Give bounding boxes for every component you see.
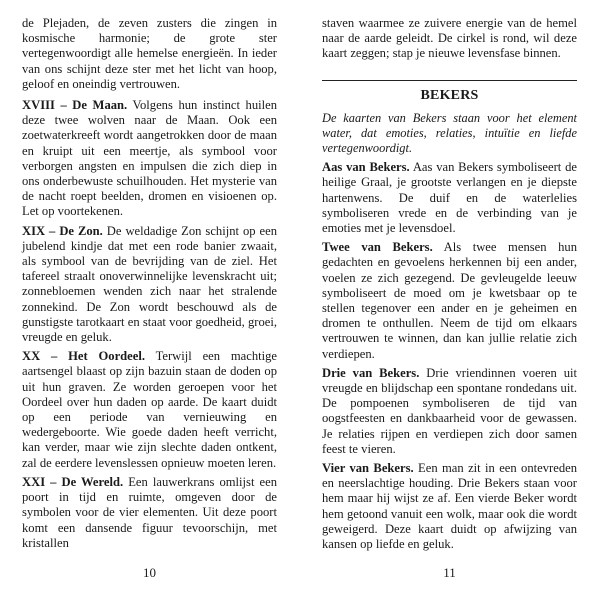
entry-vier-van-bekers <box>322 461 577 552</box>
section-heading: BEKERS <box>420 87 479 103</box>
entry-title: XVIII – De Maan. <box>22 98 128 113</box>
entry-de-maan <box>22 98 277 220</box>
entry-text: Drie vriendinnen voeren uit vreugde en blijdschap een spontane rondedans uit. De pompoenen symboliseren de tijd van oogstfeesten en dankbaarheid voor de gewassen. Je relaties rijpen en verdiepen zich door samen feest te vieren. <box>322 365 577 456</box>
entry-title: Vier van Bekers. <box>322 461 414 476</box>
entry-title: XXI – De Wereld. <box>22 474 124 489</box>
page-number-left: 10 <box>143 565 156 580</box>
right-continuation-text: staven waarmee ze zuivere energie van de hemel naar de aarde geleidt. De cirkel is rond, wil deze kaart zeggen; stap je nieuwe levensfase binnen. <box>322 16 577 61</box>
entry-title: Aas van Bekers. <box>322 160 410 175</box>
entry-title: Drie van Bekers. <box>322 365 420 380</box>
entry-het-oordeel <box>22 349 277 471</box>
section-intro: De kaarten van Bekers staan voor het element water, dat emoties, relaties, intuïtie en liefde vertegenwoordigt. <box>322 110 577 156</box>
left-page <box>22 16 277 555</box>
right-page <box>322 16 577 556</box>
entry-aas-van-bekers <box>322 160 577 236</box>
entry-title: XX – Het Oordeel. <box>22 349 145 364</box>
entry-text: Een lauwerkrans omlijst een poort in tijd en ruimte, omgeven door de symbolen voor de vier elementen. Uit deze poort komt een dansende figuur tevoorschijn, met kristallen <box>22 474 277 550</box>
entry-text: Terwijl een machtige aartsengel blaast op zijn bazuin staan de doden op uit hun graven. Ze worden geroepen voor het Oordeel over hun daden op aarde. De kaart duidt op een periode van vernieuwing en wedergeboorte. Wie goede daden heeft verricht, kan verder, maar wie zijn slechte daden ontkent, zal de eerdere levenslessen opnieuw moeten leren. <box>22 349 278 470</box>
section-divider <box>322 80 577 81</box>
entry-text: Een man zit in een ontevreden en neerslachtige houding. Drie Bekers staan voor hem maar hij wijst ze af. Een vierde Beker wordt hem getoond vanuit een wolk, maar ook die wordt geweigerd. Deze kaart duidt op afwijzing van kansen op liefde en geluk. <box>322 461 577 552</box>
entry-title: Twee van Bekers. <box>322 240 433 255</box>
entry-drie-van-bekers <box>322 366 577 457</box>
page-number-right: 11 <box>443 565 456 580</box>
entry-de-wereld <box>22 475 277 551</box>
entry-text: De weldadige Zon schijnt op een jubelend kindje dat met een rode banier zwaait, als symbool van de bevrijding van de ziel. Het tafereel straalt onoverwinnelijke levenskracht uit; zonnebloemen wenden zich naar het stralende zonnekind. De Zon wordt beschouwd als de gunstigste tarotkaart en staat voor goedheid, groei, vreugde en geluk. <box>22 223 277 345</box>
entry-text: Aas van Bekers symboliseert de heilige Graal, je grootste verlangen en je diepste hartenwens. De duif en de waterlelies symboliseren vrede en de verbinding van je emoties met je levensdoel. <box>322 160 577 236</box>
entry-text: Volgens hun instinct huilen deze twee wolven naar de Maan. Ook een zoetwaterkreeft wordt aangetrokken door de maan en kruipt uit een meertje, als symbool voor verborgen angsten en impulsen die zich diep in ons onderbewuste schuilhouden. Het mysterie van de nacht roept beelden, dromen en visioenen op. Let op voortekenen. <box>22 98 278 219</box>
entry-title: XIX – De Zon. <box>22 223 103 238</box>
left-continuation-text: de Plejaden, de zeven zusters die zingen in kosmische harmonie; de grote ster vertegenwoordigt alle hemelse energieën. In ieder van ons schijnt deze ster met het licht van hoop, geloof en oneindig vertrouwen. <box>22 16 277 91</box>
entry-text: Als twee mensen hun gedachten en gevoelens herkennen bij een ander, voelen ze zich gezegend. De gevleugelde leeuw symboliseert de moed om je kwetsbaar op te stellen tegenover een ander en je geheimen en dromen te onthullen. Neem de tijd om elkaars vertrouwen te winnen, dan kan jullie relatie zich verdiepen. <box>322 240 577 361</box>
entry-twee-van-bekers <box>322 240 577 362</box>
entry-de-zon <box>22 224 277 346</box>
